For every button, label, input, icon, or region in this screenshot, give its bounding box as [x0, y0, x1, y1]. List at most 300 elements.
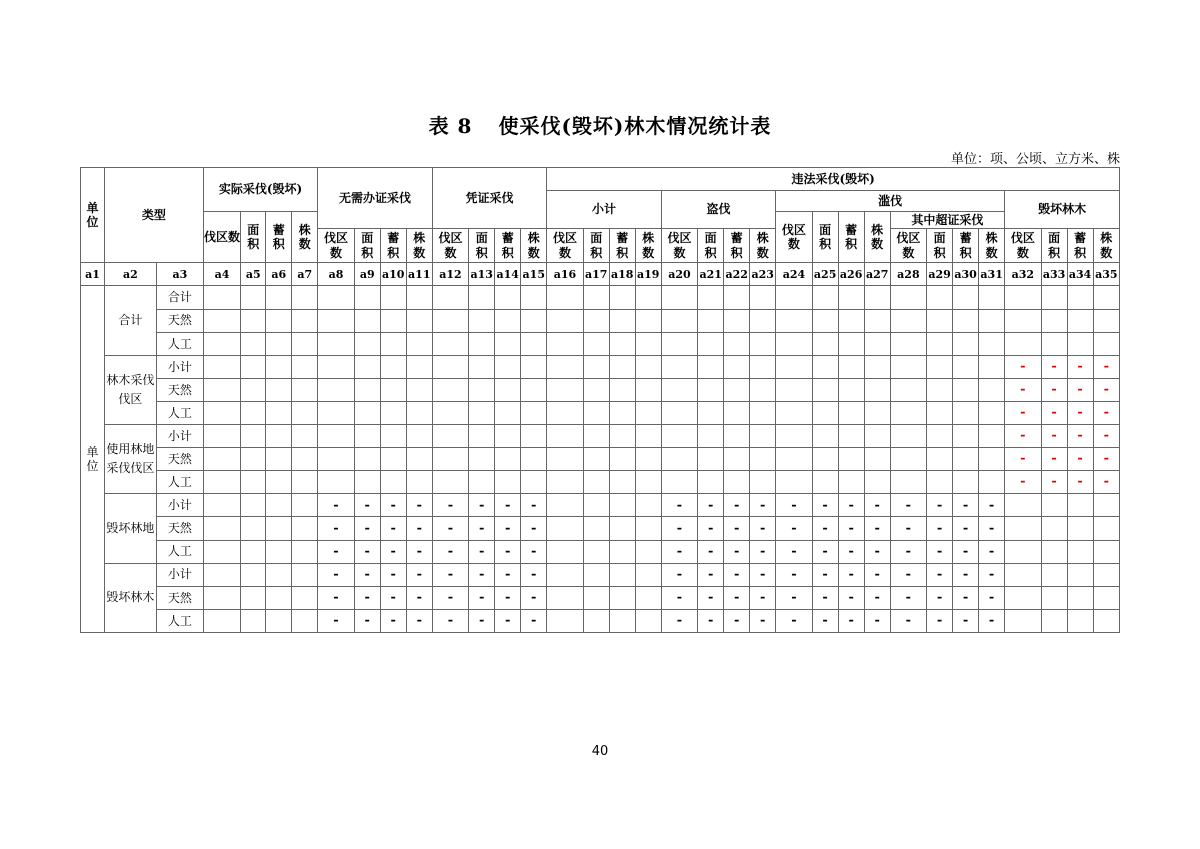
statistics-table — [80, 167, 1120, 633]
empty-cell — [750, 286, 776, 309]
empty-cell — [609, 286, 635, 309]
empty-cell — [547, 494, 583, 517]
empty-cell — [547, 586, 583, 609]
header-theft: 盗伐 — [661, 191, 775, 229]
header-no-permit-metric-1: 面 积 — [354, 229, 380, 263]
dash-cell: - — [521, 563, 547, 586]
header-illegal-subtotal-metric-3: 株 数 — [635, 229, 661, 263]
empty-cell — [495, 355, 521, 378]
dash-cell: - — [354, 586, 380, 609]
empty-cell — [864, 332, 890, 355]
empty-cell — [1067, 309, 1093, 332]
empty-cell — [979, 286, 1005, 309]
empty-cell — [469, 286, 495, 309]
empty-cell — [1005, 563, 1041, 586]
empty-cell — [698, 286, 724, 309]
dash-cell: - — [406, 563, 432, 586]
empty-cell — [698, 332, 724, 355]
empty-cell — [380, 448, 406, 471]
empty-cell — [750, 309, 776, 332]
empty-cell — [266, 540, 292, 563]
table-row — [81, 540, 1120, 563]
empty-cell — [1067, 517, 1093, 540]
empty-cell — [547, 425, 583, 448]
empty-cell — [203, 494, 240, 517]
empty-cell — [698, 401, 724, 424]
header-over-permit-metric-3: 株 数 — [979, 229, 1005, 263]
dash-cell: - — [406, 494, 432, 517]
empty-cell — [890, 401, 926, 424]
table-row — [81, 517, 1120, 540]
empty-cell — [750, 401, 776, 424]
empty-cell — [203, 517, 240, 540]
dash-cell: - — [1067, 448, 1093, 471]
dash-cell: - — [432, 494, 468, 517]
empty-cell — [469, 378, 495, 401]
column-code: a2 — [104, 263, 156, 286]
empty-cell — [1005, 517, 1041, 540]
header-overcut-metric-3: 株 数 — [864, 212, 890, 263]
empty-cell — [203, 309, 240, 332]
header-permit-metric-3: 株 数 — [521, 229, 547, 263]
dash-cell: - — [750, 563, 776, 586]
empty-cell — [354, 471, 380, 494]
header-illegal-subtotal-metric-0: 伐区数 — [547, 229, 583, 263]
column-code: a18 — [609, 263, 635, 286]
empty-cell — [241, 332, 266, 355]
empty-cell — [292, 401, 318, 424]
empty-cell — [698, 448, 724, 471]
empty-cell — [776, 309, 812, 332]
empty-cell — [838, 355, 864, 378]
header-over-permit-metric-2: 蓄 积 — [953, 229, 979, 263]
empty-cell — [979, 309, 1005, 332]
empty-cell — [292, 355, 318, 378]
dash-cell: - — [953, 494, 979, 517]
empty-cell — [890, 471, 926, 494]
empty-cell — [241, 355, 266, 378]
empty-cell — [354, 378, 380, 401]
dash-cell: - — [812, 563, 838, 586]
dash-cell: - — [979, 609, 1005, 632]
empty-cell — [495, 448, 521, 471]
empty-cell — [380, 378, 406, 401]
dash-cell: - — [812, 540, 838, 563]
empty-cell — [583, 332, 609, 355]
dash-cell: - — [1041, 448, 1067, 471]
dash-cell: - — [812, 494, 838, 517]
dash-cell: - — [354, 494, 380, 517]
dash-cell: - — [750, 586, 776, 609]
empty-cell — [318, 332, 354, 355]
empty-cell — [292, 378, 318, 401]
dash-cell: - — [1041, 425, 1067, 448]
dash-cell: - — [661, 494, 697, 517]
empty-cell — [838, 401, 864, 424]
row-group-destroyed-trees: 毁坏林木 — [104, 563, 156, 632]
empty-cell — [776, 425, 812, 448]
empty-cell — [583, 448, 609, 471]
empty-cell — [609, 425, 635, 448]
empty-cell — [927, 378, 953, 401]
empty-cell — [1093, 517, 1119, 540]
dash-cell: - — [354, 609, 380, 632]
header-unit: 单 位 — [81, 168, 105, 263]
empty-cell — [547, 309, 583, 332]
header-theft-metric-1: 面 积 — [698, 229, 724, 263]
empty-cell — [838, 286, 864, 309]
empty-cell — [318, 309, 354, 332]
dash-cell: - — [698, 609, 724, 632]
dash-cell: - — [953, 563, 979, 586]
empty-cell — [1067, 332, 1093, 355]
empty-cell — [1041, 494, 1067, 517]
header-destroy-metric-0: 伐区数 — [1005, 229, 1041, 263]
dash-cell: - — [838, 609, 864, 632]
row-subtype: 小计 — [156, 494, 203, 517]
header-over-permit-metric-0: 伐区数 — [890, 229, 926, 263]
dash-cell: - — [838, 540, 864, 563]
dash-cell: - — [318, 586, 354, 609]
empty-cell — [776, 401, 812, 424]
empty-cell — [661, 401, 697, 424]
column-code: a32 — [1005, 263, 1041, 286]
column-code: a10 — [380, 263, 406, 286]
dash-cell: - — [1005, 471, 1041, 494]
empty-cell — [927, 425, 953, 448]
empty-cell — [661, 355, 697, 378]
empty-cell — [1041, 563, 1067, 586]
empty-cell — [1067, 609, 1093, 632]
empty-cell — [635, 494, 661, 517]
dash-cell: - — [1067, 425, 1093, 448]
empty-cell — [380, 401, 406, 424]
empty-cell — [583, 378, 609, 401]
table-number: 表 8 — [428, 114, 473, 138]
empty-cell — [1041, 286, 1067, 309]
empty-cell — [890, 332, 926, 355]
header-overcut-metric-1: 面 积 — [812, 212, 838, 263]
empty-cell — [203, 425, 240, 448]
dash-cell: - — [698, 494, 724, 517]
empty-cell — [890, 378, 926, 401]
dash-cell: - — [724, 563, 750, 586]
empty-cell — [547, 355, 583, 378]
row-subtype: 天然 — [156, 448, 203, 471]
dash-cell: - — [979, 586, 1005, 609]
empty-cell — [266, 448, 292, 471]
column-code: a24 — [776, 263, 812, 286]
column-code: a15 — [521, 263, 547, 286]
empty-cell — [609, 540, 635, 563]
header-actual-metric-1: 面 积 — [241, 212, 266, 263]
empty-cell — [406, 425, 432, 448]
row-subtype: 天然 — [156, 586, 203, 609]
empty-cell — [1067, 586, 1093, 609]
empty-cell — [241, 425, 266, 448]
row-subtype: 合计 — [156, 286, 203, 309]
dash-cell: - — [838, 494, 864, 517]
empty-cell — [953, 286, 979, 309]
empty-cell — [432, 401, 468, 424]
empty-cell — [547, 401, 583, 424]
empty-cell — [583, 401, 609, 424]
dash-cell: - — [495, 586, 521, 609]
dash-cell: - — [495, 540, 521, 563]
empty-cell — [266, 517, 292, 540]
table-row — [81, 378, 1120, 401]
unit-note: 单位：项、公顷、立方米、株 — [950, 152, 1120, 167]
dash-cell: - — [1093, 401, 1119, 424]
dash-cell: - — [432, 609, 468, 632]
empty-cell — [354, 286, 380, 309]
empty-cell — [318, 355, 354, 378]
empty-cell — [241, 563, 266, 586]
empty-cell — [635, 355, 661, 378]
empty-cell — [380, 332, 406, 355]
empty-cell — [547, 378, 583, 401]
column-code: a6 — [266, 263, 292, 286]
empty-cell — [890, 448, 926, 471]
empty-cell — [380, 286, 406, 309]
empty-cell — [1005, 309, 1041, 332]
empty-cell — [953, 332, 979, 355]
empty-cell — [698, 378, 724, 401]
header-type: 类型 — [104, 168, 203, 263]
dash-cell: - — [1093, 471, 1119, 494]
empty-cell — [979, 378, 1005, 401]
empty-cell — [469, 332, 495, 355]
empty-cell — [750, 471, 776, 494]
empty-cell — [635, 609, 661, 632]
dash-cell: - — [724, 517, 750, 540]
header-actual-metric-0: 伐区数 — [203, 212, 240, 263]
empty-cell — [266, 309, 292, 332]
empty-cell — [724, 355, 750, 378]
column-code: a11 — [406, 263, 432, 286]
empty-cell — [812, 286, 838, 309]
empty-cell — [203, 563, 240, 586]
dash-cell: - — [838, 586, 864, 609]
dash-cell: - — [953, 517, 979, 540]
dash-cell: - — [432, 563, 468, 586]
empty-cell — [241, 609, 266, 632]
column-code: a5 — [241, 263, 266, 286]
empty-cell — [203, 286, 240, 309]
dash-cell: - — [927, 494, 953, 517]
empty-cell — [469, 355, 495, 378]
empty-cell — [203, 401, 240, 424]
empty-cell — [495, 401, 521, 424]
column-code: a19 — [635, 263, 661, 286]
dash-cell: - — [469, 540, 495, 563]
row-subtype: 小计 — [156, 563, 203, 586]
empty-cell — [1005, 586, 1041, 609]
dash-cell: - — [318, 563, 354, 586]
empty-cell — [432, 286, 468, 309]
dash-cell: - — [1041, 378, 1067, 401]
dash-cell: - — [380, 517, 406, 540]
empty-cell — [354, 332, 380, 355]
dash-cell: - — [698, 517, 724, 540]
empty-cell — [776, 378, 812, 401]
dash-cell: - — [953, 609, 979, 632]
empty-cell — [1093, 494, 1119, 517]
empty-cell — [406, 286, 432, 309]
dash-cell: - — [521, 494, 547, 517]
empty-cell — [292, 286, 318, 309]
table-row — [81, 332, 1120, 355]
empty-cell — [1041, 332, 1067, 355]
empty-cell — [953, 355, 979, 378]
empty-cell — [495, 309, 521, 332]
empty-cell — [635, 425, 661, 448]
empty-cell — [661, 332, 697, 355]
row-group-land-use-cut: 使用林地采伐伐区 — [104, 425, 156, 494]
dash-cell: - — [1093, 355, 1119, 378]
dash-cell: - — [776, 609, 812, 632]
empty-cell — [406, 332, 432, 355]
dash-cell: - — [776, 540, 812, 563]
empty-cell — [979, 355, 1005, 378]
empty-cell — [724, 286, 750, 309]
dash-cell: - — [469, 586, 495, 609]
dash-cell: - — [864, 540, 890, 563]
empty-cell — [953, 425, 979, 448]
dash-cell: - — [979, 517, 1005, 540]
empty-cell — [927, 332, 953, 355]
dash-cell: - — [750, 494, 776, 517]
dash-cell: - — [1093, 448, 1119, 471]
dash-cell: - — [838, 517, 864, 540]
row-group-forest-cut: 林木采伐伐区 — [104, 355, 156, 424]
empty-cell — [776, 471, 812, 494]
empty-cell — [406, 309, 432, 332]
empty-cell — [1005, 332, 1041, 355]
empty-cell — [380, 471, 406, 494]
empty-cell — [812, 471, 838, 494]
empty-cell — [521, 332, 547, 355]
dash-cell: - — [1093, 425, 1119, 448]
empty-cell — [724, 425, 750, 448]
empty-cell — [635, 586, 661, 609]
empty-cell — [292, 609, 318, 632]
empty-cell — [432, 448, 468, 471]
dash-cell: - — [724, 494, 750, 517]
empty-cell — [521, 378, 547, 401]
column-code: a30 — [953, 263, 979, 286]
empty-cell — [838, 332, 864, 355]
empty-cell — [776, 448, 812, 471]
dash-cell: - — [724, 586, 750, 609]
column-code: a8 — [318, 263, 354, 286]
header-permit-cut: 凭证采伐 — [432, 168, 546, 229]
dash-cell: - — [661, 586, 697, 609]
empty-cell — [495, 471, 521, 494]
empty-cell — [583, 517, 609, 540]
empty-cell — [318, 425, 354, 448]
header-illegal-subtotal: 小计 — [547, 191, 661, 229]
dash-cell: - — [927, 517, 953, 540]
dash-cell: - — [750, 540, 776, 563]
empty-cell — [609, 355, 635, 378]
empty-cell — [724, 309, 750, 332]
empty-cell — [521, 425, 547, 448]
empty-cell — [292, 517, 318, 540]
table-row — [81, 609, 1120, 632]
header-over-permit-metric-1: 面 积 — [927, 229, 953, 263]
column-code: a16 — [547, 263, 583, 286]
empty-cell — [979, 448, 1005, 471]
empty-cell — [521, 286, 547, 309]
table-row — [81, 355, 1120, 378]
header-destroy-metric-2: 蓄 积 — [1067, 229, 1093, 263]
dash-cell: - — [1005, 448, 1041, 471]
empty-cell — [292, 332, 318, 355]
dash-cell: - — [380, 586, 406, 609]
empty-cell — [292, 540, 318, 563]
empty-cell — [241, 448, 266, 471]
row-subtype: 天然 — [156, 309, 203, 332]
dash-cell: - — [864, 517, 890, 540]
empty-cell — [547, 448, 583, 471]
column-code: a31 — [979, 263, 1005, 286]
dash-cell: - — [927, 563, 953, 586]
empty-cell — [927, 355, 953, 378]
dash-cell: - — [406, 540, 432, 563]
empty-cell — [203, 471, 240, 494]
table-row — [81, 563, 1120, 586]
empty-cell — [203, 378, 240, 401]
dash-cell: - — [432, 517, 468, 540]
empty-cell — [203, 609, 240, 632]
empty-cell — [241, 286, 266, 309]
row-subtype: 小计 — [156, 425, 203, 448]
empty-cell — [724, 448, 750, 471]
empty-cell — [583, 286, 609, 309]
header-permit-metric-1: 面 积 — [469, 229, 495, 263]
dash-cell: - — [890, 540, 926, 563]
row-unit-label: 单 位 — [81, 286, 105, 633]
dash-cell: - — [318, 494, 354, 517]
dash-cell: - — [521, 517, 547, 540]
column-code: a1 — [81, 263, 105, 286]
empty-cell — [432, 355, 468, 378]
empty-cell — [432, 309, 468, 332]
dash-cell: - — [661, 609, 697, 632]
table-title: 使采伐(毁坏)林木情况统计表 — [498, 114, 772, 138]
dash-cell: - — [724, 540, 750, 563]
empty-cell — [812, 332, 838, 355]
header-actual-metric-2: 蓄 积 — [266, 212, 292, 263]
empty-cell — [1005, 494, 1041, 517]
row-subtype: 天然 — [156, 378, 203, 401]
column-code: a33 — [1041, 263, 1067, 286]
dash-cell: - — [469, 494, 495, 517]
dash-cell: - — [812, 609, 838, 632]
dash-cell: - — [1005, 425, 1041, 448]
empty-cell — [1041, 609, 1067, 632]
dash-cell: - — [318, 609, 354, 632]
empty-cell — [609, 401, 635, 424]
empty-cell — [292, 563, 318, 586]
empty-cell — [750, 355, 776, 378]
row-subtype: 人工 — [156, 540, 203, 563]
column-code: a28 — [890, 263, 926, 286]
row-subtype: 人工 — [156, 471, 203, 494]
empty-cell — [953, 471, 979, 494]
column-code: a17 — [583, 263, 609, 286]
